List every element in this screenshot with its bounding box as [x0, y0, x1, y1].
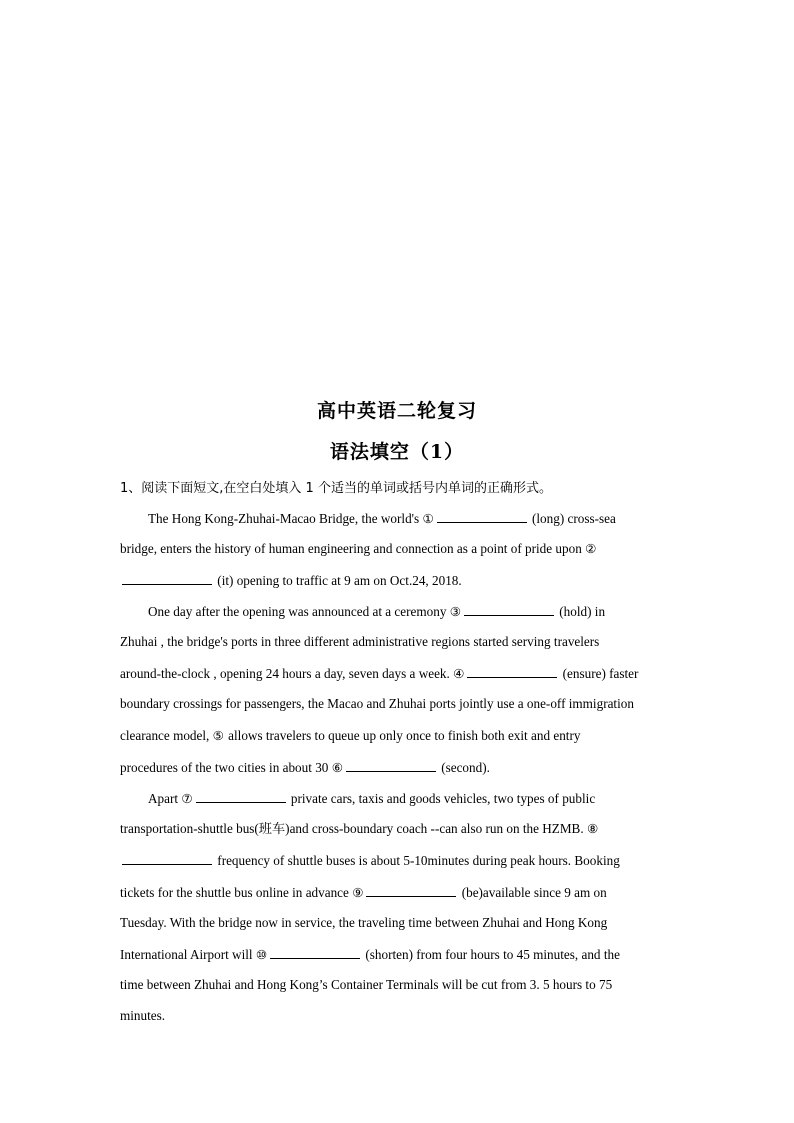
passage-line-1: [148, 510, 616, 527]
passage-line-10: [148, 790, 595, 807]
answer-blank-9[interactable]: [366, 884, 456, 897]
answer-blank-10[interactable]: [270, 946, 360, 959]
passage-line-7: [120, 696, 634, 712]
text-segment: frequency of shuttle buses is about 5-10minutes during peak hours. Booking: [214, 853, 620, 868]
text-segment: Zhuhai , the bridge's ports in three different administrative regions started serving travelers: [120, 634, 600, 649]
blank-marker-6: ⑥: [331, 760, 343, 775]
blank-marker-2: ②: [585, 541, 597, 556]
passage-line-4: [148, 603, 605, 620]
passage-line-13: [120, 884, 607, 901]
text-segment: (it) opening to traffic at 9 am on Oct.24, 2018.: [214, 573, 462, 588]
answer-blank-4[interactable]: [467, 665, 557, 678]
exercise-instruction: 1、阅读下面短文,在空白处填入 1 个适当的单词或括号内单词的正确形式。: [120, 481, 552, 496]
text-segment: minutes.: [120, 1008, 166, 1023]
page-title: 高中英语二轮复习: [316, 400, 477, 422]
text-segment: (hold) in: [555, 604, 606, 619]
answer-blank-8[interactable]: [122, 852, 212, 865]
text-segment: allows travelers to queue up only once to finish both exit and entry: [224, 728, 581, 743]
blank-marker-9: ⑨: [352, 885, 364, 900]
page-subtitle: 语法填空（1）: [329, 441, 465, 463]
passage-line-3: [120, 572, 462, 589]
blank-marker-7: ⑦: [181, 791, 193, 806]
answer-blank-2[interactable]: [122, 572, 212, 585]
blank-marker-10: ⑩: [255, 947, 268, 962]
text-segment: (shorten) from four hours to 45 minutes, and the: [362, 947, 620, 962]
blank-marker-4: ④: [453, 666, 465, 681]
passage-line-5: [120, 634, 599, 650]
text-segment: One day after the opening was announced at a ceremony: [148, 604, 450, 619]
text-segment: bridge, enters the history of human engineering and connection as a point of pride upon: [120, 541, 586, 556]
passage-line-11: [120, 821, 599, 837]
passage-line-16: [120, 977, 612, 993]
text-segment: The Hong Kong-Zhuhai-Macao Bridge, the world's: [148, 511, 423, 526]
text-segment: transportation-shuttle bus(班车)and cross-boundary coach --can also run on the HZMB.: [120, 821, 587, 836]
text-segment: (be)available since 9 am on: [458, 885, 607, 900]
blank-marker-1: ①: [422, 511, 434, 526]
text-segment: time between Zhuhai and Hong Kong’s Container Terminals will be cut from 3. 5 hours to 75: [120, 977, 613, 992]
answer-blank-6[interactable]: [346, 759, 436, 772]
text-segment: private cars, taxis and goods vehicles, two types of public: [287, 791, 596, 806]
passage-line-12: [120, 852, 620, 869]
text-segment: (ensure) faster: [559, 666, 639, 681]
text-segment: clearance model,: [120, 728, 213, 743]
text-segment: procedures of the two cities in about 30: [120, 760, 332, 775]
text-segment: Apart: [148, 791, 182, 806]
blank-marker-5: ⑤: [212, 728, 224, 743]
text-segment: around-the-clock , opening 24 hours a day, seven days a week.: [120, 666, 454, 681]
passage-line-8: [120, 728, 580, 744]
passage-line-2: [120, 541, 597, 557]
passage-line-15: [120, 946, 620, 963]
blank-marker-8: ⑧: [586, 821, 599, 836]
text-segment: Tuesday. With the bridge now in service, the traveling time between Zhuhai and Hong Kong: [120, 915, 608, 930]
text-segment: (second).: [437, 760, 490, 775]
answer-blank-3[interactable]: [464, 603, 554, 616]
text-segment: International Airport will: [120, 947, 256, 962]
text-segment: boundary crossings for passengers, the Macao and Zhuhai ports jointly use a one-off immigration: [120, 696, 634, 711]
text-segment: tickets for the shuttle bus online in advance: [120, 885, 353, 900]
answer-blank-1[interactable]: [437, 510, 527, 523]
passage-line-14: [120, 915, 607, 931]
passage-line-6: [120, 665, 638, 682]
passage-line-17: [120, 1008, 165, 1024]
text-segment: (long) cross-sea: [528, 511, 616, 526]
passage-line-9: [120, 759, 490, 776]
answer-blank-7[interactable]: [196, 790, 286, 803]
blank-marker-3: ③: [449, 604, 461, 619]
